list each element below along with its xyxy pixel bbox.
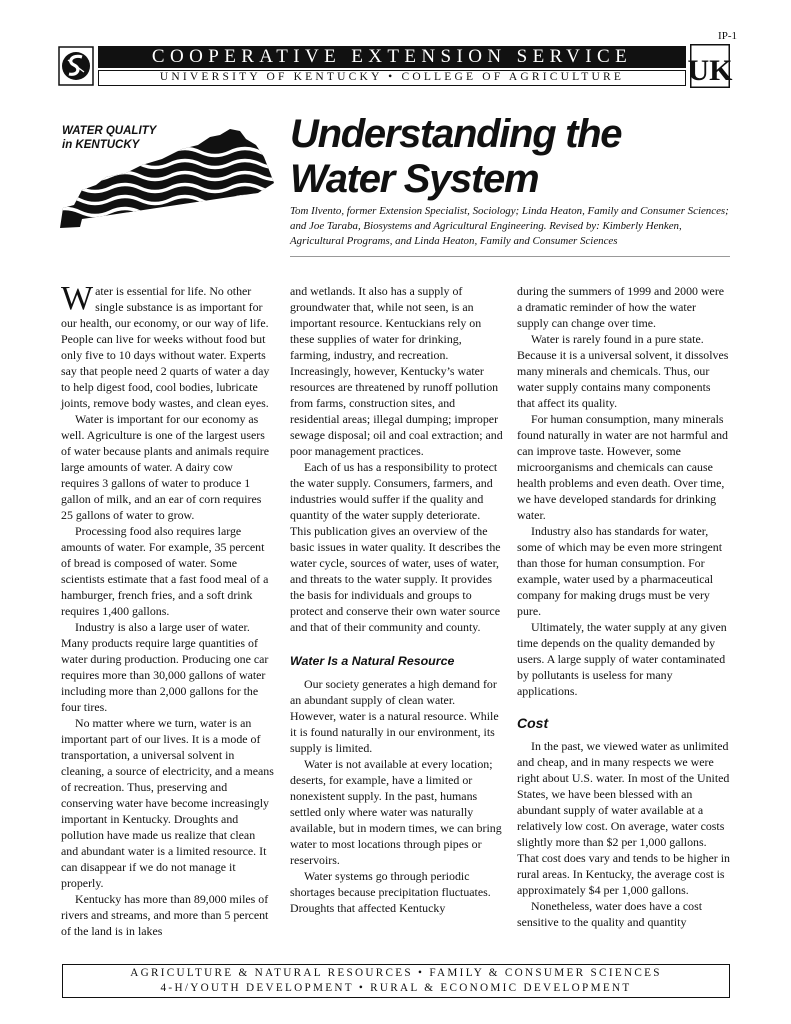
series-label-line2: in KENTUCKY [62,139,140,151]
body-paragraph: Water is rarely found in a pure state. Because it is a universal solvent, it dissolves many minerals and chemicals. Thus, our water supply contains many components that affect its quality. [517,332,729,410]
page-title [290,112,740,202]
body-paragraph: and wetlands. It also has a supply of groundwater that, while not seen, is an important resource. Kentuckians rely on these supplies of water for drinking, farming, industry, and recreation. Increasingly, however, Kentucky’s water resources are threatened by runoff pollution from farms, construction sites, and residential areas; illegal dumping; improper sewage disposal; oil and coal extraction; and poor management practices. [290,284,503,458]
authors-credit: Tom Ilvento, former Extension Specialist, Sociology; Linda Heaton, Family and Consumer Sciences; and Joe Taraba, Biosystems and Agricultural Engineering. Revised by: Kimberly Henken, Agricultural Programs, and Linda Heaton, Family and Consumer Sciences [290,205,729,247]
body-paragraph: Water is not available at every location; deserts, for example, have a limited or nonexistent supply. In the past, humans settled only where water was naturally available, but in modern times, we can bring water to most locations through pipes or reservoirs. [290,757,502,867]
body-paragraph: Kentucky has more than 89,000 miles of rivers and streams, and more than 5 percent of the land is in lakes [61,892,269,938]
kentucky-map-waves-icon [60,126,274,230]
body-paragraph: No matter where we turn, water is an important part of our lives. It is a mode of transportation, a universal solvent in cleaning, a source of electricity, and a means of recreation. Thus, preserving and conserving water have become increasingly important in Kentucky. Droughts and pollution have made us realize that clean and abundant water is a limited resource. It can disappear if we do not manage it properly. [61,716,274,890]
drop-cap: W [61,280,94,317]
uk-logo-text: UK [687,54,733,87]
body-paragraph: Water systems go through periodic shortages because precipitation fluctuates. Droughts that affected Kentucky [290,869,491,915]
footer-line2: 4-H/YOUTH DEVELOPMENT • RURAL & ECONOMIC DEVELOPMENT [160,982,632,994]
body-column-3 [517,283,730,953]
body-paragraph: Ultimately, the water supply at any given time depends on the quality demanded by users. A large supply of water contaminated by pollutants is useless for many applications. [517,620,727,698]
banner-subtitle: UNIVERSITY OF KENTUCKY • COLLEGE OF AGRICULTURE [98,70,686,86]
body-paragraph [61,280,274,411]
series-label-line1: WATER QUALITY [62,125,157,137]
document-code: IP-1 [718,30,737,42]
uk-logo-icon [687,44,733,88]
body-paragraph: Industry also has standards for water, some of which may be even more stringent than those for human consumption. For example, water used by a pharmaceutical company for making drugs must be very pure. [517,524,723,618]
body-paragraph: Processing food also requires large amounts of water. For example, 35 percent of bread is composed of water. Some scientists estimate that a fast food meal of a hamburger, french fries, and a soft drink requires 1,400 gallons. [61,524,269,618]
title-line1: Understanding the [290,112,622,156]
extension-banner [58,44,733,90]
body-column-2 [290,283,503,953]
title-line2: Water System [290,157,539,201]
body-paragraph: Our society generates a high demand for an abundant supply of clean water. However, water is a natural resource. While it is found naturally in our environment, its supply is limited. [290,677,499,755]
header-rule [290,256,730,257]
body-paragraph: Water is important for our economy as well. Agriculture is one of the largest users of water because plants and animals require large amounts of water. A dairy cow requires 3 gallons of water to produce 1 gallon of milk, and an ear of corn requires 25 gallons of water to grow. [61,412,269,522]
body-paragraph: Each of us has a responsibility to protect the water supply. Consumers, farmers, and industries would suffer if the quality and quantity of the water supply deteriorate. This publication gives an overview of the basic issues in water quality. It describes the water cycle, sources of water, uses of water, and threats to the water supply. It provides the basis for individuals and groups to protect and conserve their own water source and that of their community and county. [290,460,501,634]
program-areas-footer [62,964,730,998]
body-paragraph: Industry is also a large user of water. Many products require large quantities of water during production. Producing one car requires more than 30,000 gallons of water including more than 2,000 gallons for the four tires. [61,620,269,714]
body-paragraph: In the past, we viewed water as unlimited and cheap, and in many respects we were right about U.S. water. In most of the United States, we have been blessed with an abundant supply of water available at a relatively low cost. On average, water costs slightly more than $2 per 1,000 gallons. That cost does vary and tends to be higher in rural areas. In Kentucky, the average cost is approximately $4 per 1,000 gallons. [517,739,730,897]
body-paragraph: during the summers of 1999 and 2000 were a dramatic reminder of how the water supply can change over time. [517,284,725,330]
section-heading-natural-resource: Water Is a Natural Resource [290,654,455,668]
body-column-1 [61,280,274,953]
intro-text: ater is essential for life. No other single substance is as important for our health, our economy, or our way of life. People can live for weeks without food but only five to 10 days without water. Experts say that people need 2 quarts of water a day to help digest food, cool bodies, lubricate joints, remove body wastes, and clean eyes. [61,284,270,410]
banner-title: COOPERATIVE EXTENSION SERVICE [98,46,686,68]
cooperative-extension-seal-icon [58,44,94,88]
footer-line1: AGRICULTURE & NATURAL RESOURCES • FAMILY & CONSUMER SCIENCES [130,967,662,979]
body-paragraph: Nonetheless, water does have a cost sensitive to the quality and quantity [517,899,703,929]
section-heading-cost: Cost [517,715,549,731]
body-paragraph: For human consumption, many minerals found naturally in water are not harmful and can improve taste. However, some microorganisms and chemicals can cause health problems and even death. Over time, we have developed standards for drinking water. [517,412,728,522]
